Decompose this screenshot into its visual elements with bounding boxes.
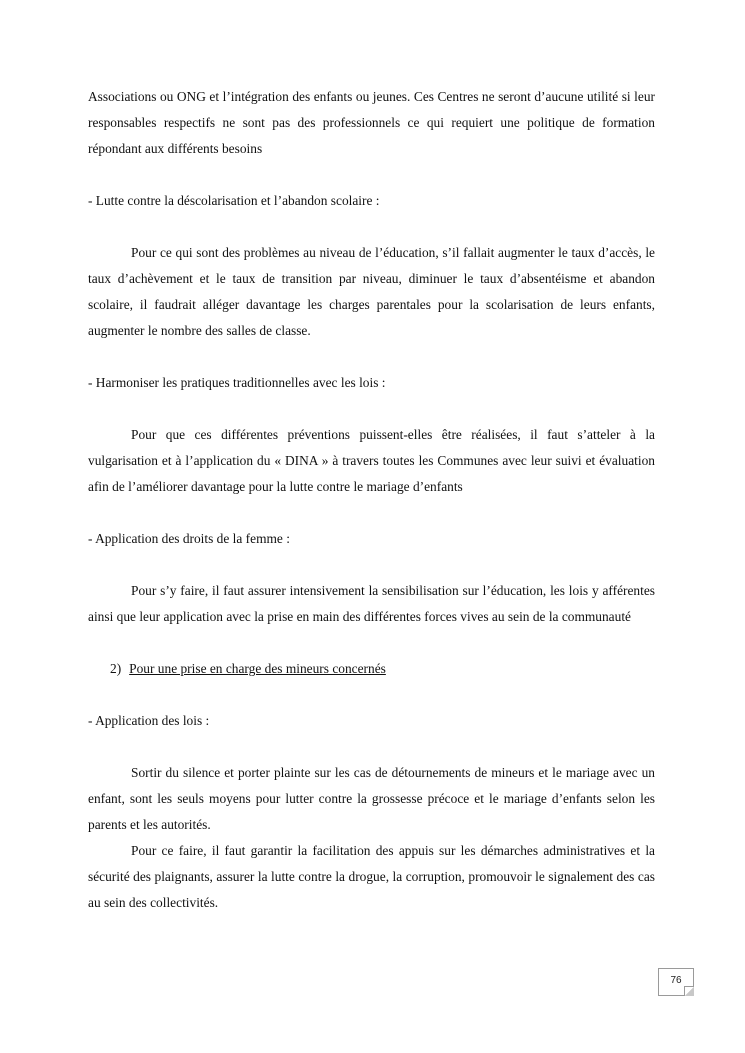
paragraph-plainte: Sortir du silence et porter plainte sur les cas de détournements de mineurs et le mariage avec un enfant, sont les seuls moyens pour lutter contre la grossesse précoce et le mariage d’enfants selon les parents et les autorités. (88, 765, 655, 832)
paragraph-continuation: Associations ou ONG et l’intégration des enfants ou jeunes. Ces Centres ne seront d’aucune utilité si leur responsables respectifs ne sont pas des professionnels ce qui requiert une politique de formation répondant aux différents besoins (88, 89, 655, 156)
heading-droits-femme: - Application des droits de la femme : (88, 531, 290, 546)
page-curl-icon (684, 986, 694, 996)
heading-descolarisation: - Lutte contre la déscolarisation et l’abandon scolaire : (88, 193, 380, 208)
heading-pratiques-traditionnelles: - Harmoniser les pratiques traditionnelles avec les lois : (88, 375, 386, 390)
section-number: 2) (110, 661, 122, 676)
section-title: Pour une prise en charge des mineurs concernés (129, 661, 386, 676)
paragraph-sensibilisation: Pour s’y faire, il faut assurer intensivement la sensibilisation sur l’éducation, les lois y afférentes ainsi que leur application avec la prise en main des différentes forces vives au sein de la communauté (88, 583, 655, 624)
heading-application-lois: - Application des lois : (88, 713, 210, 728)
section-heading-2 (88, 656, 655, 682)
paragraph-dina: Pour que ces différentes préventions puissent-elles être réalisées, il faut s’atteler à la vulgarisation et à l’application du « DINA » à travers toutes les Communes avec leur suivi et évaluation afin de l’améliorer davantage pour la lutte contre le mariage d’enfants (88, 427, 655, 494)
page-number-box (658, 968, 694, 996)
document-page (88, 84, 655, 916)
page-number: 76 (670, 975, 682, 986)
paragraph-facilitation: Pour ce faire, il faut garantir la facilitation des appuis sur les démarches administratives et la sécurité des plaignants, assurer la lutte contre la drogue, la corruption, promouvoir le signalement des cas au sein des collectivités. (88, 843, 655, 910)
paragraph-education: Pour ce qui sont des problèmes au niveau de l’éducation, s’il fallait augmenter le taux d’accès, le taux d’achèvement et le taux de transition par niveau, diminuer le taux d’absentéisme et abandon scolaire, il faudrait alléger davantage les charges parentales pour la scolarisation de leurs enfants, augmenter le nombre des salles de classe. (88, 245, 655, 338)
